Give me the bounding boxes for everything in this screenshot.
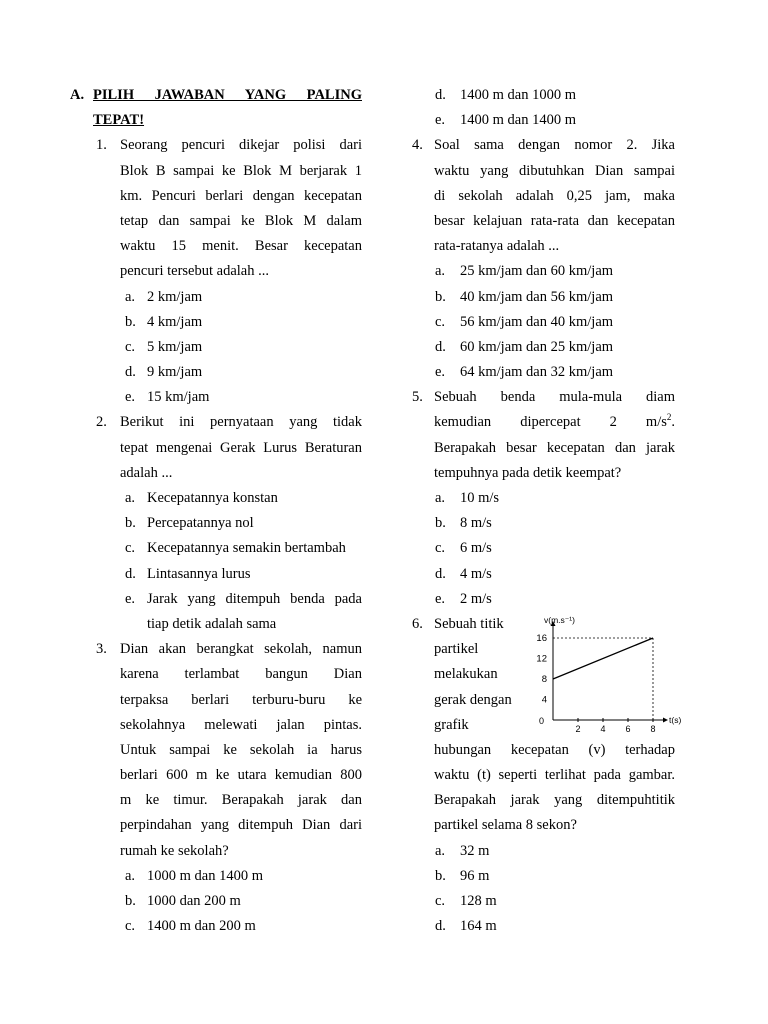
option-text: Lintasannya lurus [147, 565, 251, 582]
answer-option [412, 83, 675, 108]
option-letter: b. [125, 515, 136, 532]
velocity-time-chart [520, 617, 680, 737]
question-text: melakukan [434, 666, 498, 683]
exponent: 2 [666, 412, 672, 423]
velocity-time-graph [520, 617, 680, 737]
answer-option [62, 914, 362, 939]
answer-option [412, 335, 675, 360]
option-text: Percepatannya nol [147, 515, 254, 532]
question-number: 4. [412, 137, 423, 154]
y-tick-label: 4 [541, 694, 547, 706]
option-letter: a. [435, 490, 446, 506]
left-column [62, 83, 362, 939]
option-text: 1000 dan 200 m [147, 893, 241, 909]
option-text: 10 m/s [460, 490, 500, 506]
section-heading-cont [62, 108, 362, 133]
question-text: Berikut ini pernyataan yang tidak [120, 414, 362, 431]
option-letter: b. [435, 515, 446, 532]
question-text: adalah ... [120, 464, 173, 481]
section-title-cont: TEPAT! [93, 112, 145, 129]
option-text: 1000 m dan 1400 m [147, 867, 263, 884]
x-tick-label: 6 [625, 724, 631, 734]
option-letter: a. [125, 490, 136, 506]
option-letter: a. [435, 263, 446, 280]
answer-option [62, 511, 362, 536]
answer-option [412, 839, 675, 864]
question-text: perpindahan yang ditempuh Dian dari [120, 817, 362, 834]
option-text: 32 m [460, 842, 490, 859]
question-number: 2. [96, 414, 107, 431]
answer-option [412, 259, 675, 284]
question-2-line [62, 410, 362, 435]
question-text: tepat mengenai Gerak Lurus Beraturan [120, 439, 362, 456]
option-text: 1400 m dan 200 m [147, 918, 256, 935]
option-letter: d. [435, 918, 446, 935]
option-text: 8 m/s [460, 515, 492, 532]
option-letter: c. [125, 540, 136, 557]
option-letter: c. [435, 893, 446, 909]
y-tick-label: 12 [536, 653, 547, 665]
question-text: tetap dan sampai ke Blok M dalam [120, 212, 362, 229]
option-text: 2 m/s [460, 590, 492, 607]
question-text: pencuri tersebut adalah ... [120, 263, 269, 280]
answer-option [62, 587, 362, 612]
option-letter: e. [435, 112, 446, 129]
answer-option [412, 914, 675, 939]
option-text: 1400 m dan 1400 m [460, 112, 576, 129]
option-text: 64 km/jam dan 32 km/jam [460, 364, 614, 381]
option-text: 4 km/jam [147, 313, 203, 330]
option-letter: b. [125, 313, 136, 330]
section-title: PILIH JAWABAN YANG PALING [93, 87, 362, 103]
answer-option [62, 864, 362, 889]
y-tick-label: 8 [541, 674, 547, 685]
question-text: m ke timur. Berapakah jarak dan [120, 792, 362, 809]
section-heading [62, 83, 362, 108]
answer-option [62, 486, 362, 511]
option-letter: e. [125, 389, 136, 406]
option-letter: a. [435, 842, 446, 859]
option-text: 56 km/jam dan 40 km/jam [460, 313, 614, 330]
question-text: waktu (t) seperti terlihat pada gambar. [434, 767, 675, 784]
option-letter: b. [435, 288, 446, 305]
question-4-line [412, 133, 675, 158]
option-letter: c. [435, 540, 446, 557]
option-text: Jarak yang ditempuh benda pada [147, 590, 362, 607]
question-text: gerak dengan [434, 691, 512, 708]
answer-option [62, 285, 362, 310]
option-text: 4 m/s [460, 565, 492, 582]
answer-option [412, 511, 675, 536]
question-text: di sekolah adalah 0,25 jam, maka [434, 187, 675, 204]
option-text: 1400 m dan 1000 m [460, 87, 576, 103]
answer-option [62, 310, 362, 335]
section-letter: A. [70, 87, 85, 103]
option-letter: e. [435, 364, 446, 381]
option-text: 40 km/jam dan 56 km/jam [460, 288, 614, 305]
answer-option [62, 562, 362, 587]
x-tick-label: 8 [650, 724, 656, 734]
question-text: Sebuah titik [434, 615, 504, 632]
answer-option [412, 587, 675, 612]
question-text: Untuk sampai ke sekolah ia harus [120, 741, 362, 758]
option-letter: c. [435, 313, 446, 330]
option-letter: e. [125, 590, 136, 607]
question-text: waktu 15 menit. Besar kecepatan [120, 238, 362, 255]
question-text: Seorang pencuri dikejar polisi dari [120, 137, 362, 154]
answer-option [412, 536, 675, 561]
period: . [671, 414, 675, 431]
question-text: partikel selama 8 sekon? [434, 817, 577, 834]
option-letter: e. [435, 590, 446, 607]
answer-option [412, 562, 675, 587]
option-text: 96 m [460, 867, 490, 884]
question-text: Blok B sampai ke Blok M berjarak 1 [120, 162, 362, 179]
option-letter: d. [435, 565, 446, 582]
question-text: grafik [434, 716, 469, 733]
question-1-line [62, 133, 362, 158]
option-letter: d. [125, 364, 136, 381]
question-text: Soal sama dengan nomor 2. Jika [434, 137, 675, 154]
answer-option [62, 536, 362, 561]
option-text: 6 m/s [460, 540, 492, 557]
question-text: km. Pencuri berlari dengan kecepatan [120, 187, 362, 204]
x-tick-label: 4 [600, 724, 606, 734]
option-text: 128 m [460, 893, 497, 909]
answer-option [412, 108, 675, 133]
answer-option [62, 335, 362, 360]
question-text: karena terlambat bangun Dian [120, 666, 362, 683]
answer-option [62, 360, 362, 385]
question-3-line [62, 637, 362, 662]
question-text: terpaksa berlari terburu-buru ke [120, 691, 362, 708]
question-text: Berapakah jarak yang ditempuhtitik [434, 792, 675, 809]
question-text: waktu yang dibutuhkan Dian sampai [434, 162, 675, 179]
option-text: 5 km/jam [147, 338, 203, 355]
x-axis-label: t(s) [669, 715, 682, 725]
question-number: 5. [412, 389, 423, 406]
origin-label: 0 [539, 716, 545, 726]
answer-option [412, 864, 675, 889]
option-letter: a. [125, 867, 136, 884]
option-text: 60 km/jam dan 25 km/jam [460, 338, 614, 355]
y-tick-label: 16 [536, 633, 547, 644]
option-letter: b. [435, 867, 446, 884]
option-text: 25 km/jam dan 60 km/jam [460, 263, 614, 280]
x-axis-arrow [663, 718, 668, 723]
question-number: 1. [96, 137, 107, 154]
question-text: kemudian dipercepat 2 m/s [434, 414, 667, 431]
option-letter: a. [125, 288, 136, 305]
option-text: 2 km/jam [147, 288, 203, 305]
question-text: Dian akan berangkat sekolah, namun [120, 641, 362, 658]
option-text-cont: tiap detik adalah sama [147, 615, 277, 632]
option-text: 164 m [460, 918, 497, 935]
answer-option [62, 889, 362, 914]
option-text: Kecepatannya konstan [147, 490, 278, 506]
answer-option [412, 310, 675, 335]
option-letter: d. [125, 565, 136, 582]
option-text: Kecepatannya semakin bertambah [147, 540, 346, 557]
question-text: rata-ratanya adalah ... [434, 238, 560, 255]
question-number: 6. [412, 615, 423, 632]
option-text: 15 km/jam [147, 389, 210, 406]
answer-option [412, 486, 675, 511]
question-text: Berapakah besar kecepatan dan jarak [434, 439, 675, 456]
question-text: sekolahnya melewati jalan pintas. [120, 716, 362, 733]
question-text-unit [434, 410, 675, 435]
question-5-line [412, 385, 675, 410]
right-column [412, 83, 682, 939]
option-letter: c. [125, 338, 136, 355]
option-letter: b. [125, 893, 136, 909]
option-text: 9 km/jam [147, 364, 203, 381]
question-text: rumah ke sekolah? [120, 842, 229, 859]
question-text: tempuhnya pada detik keempat? [434, 464, 622, 481]
option-letter: d. [435, 338, 446, 355]
y-axis-label: v(m.s⁻¹) [544, 615, 575, 625]
option-letter: d. [435, 87, 446, 103]
question-text: Sebuah benda mula-mula diam [434, 389, 675, 406]
answer-option [62, 385, 362, 410]
answer-option [412, 889, 675, 914]
question-text: partikel [434, 641, 479, 658]
answer-option [412, 285, 675, 310]
question-number: 3. [96, 641, 107, 658]
option-letter: c. [125, 918, 136, 935]
velocity-line [553, 638, 653, 679]
question-text: besar kelajuan rata-rata dan kecepatan [434, 212, 675, 229]
question-text: berlari 600 m ke utara kemudian 800 [120, 767, 362, 784]
x-tick-label: 2 [575, 724, 581, 734]
answer-option [412, 360, 675, 385]
question-text: hubungan kecepatan (v) terhadap [434, 741, 675, 758]
